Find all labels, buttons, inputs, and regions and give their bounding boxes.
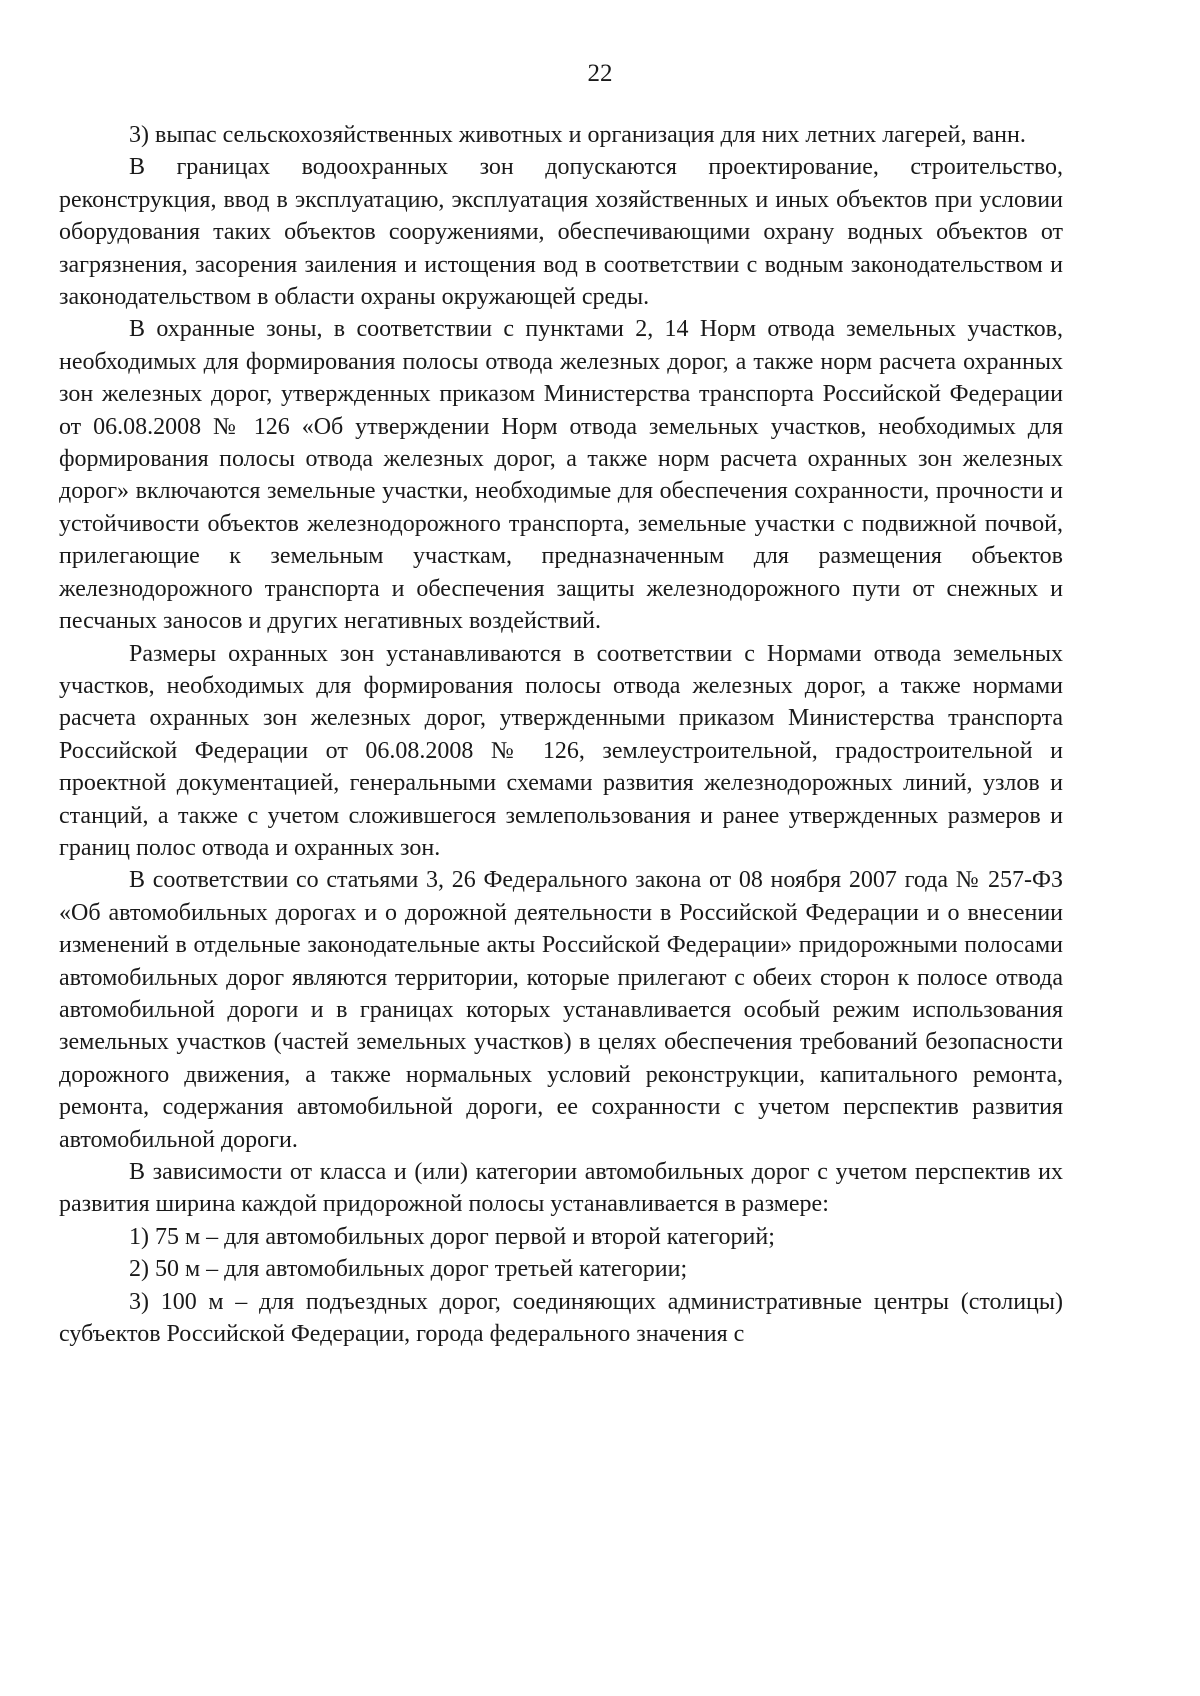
page-number: 22 xyxy=(587,60,613,87)
paragraph-railway-security-zones: В охранные зоны, в соответствии с пунктами 2, 14 Норм отвода земельных участков, необходимых для формирования полосы отвода железных дорог, а также норм расчета охранных зон железных дорог, утвержденных приказом Министерства транспорта Российской Федерации от 06.08.2008 № 126 «Об утверждении Норм отвода земельных участков, необходимых для формирования полосы отвода железных дорог, а также норм расчета охранных зон железных дорог» включаются земельные участки, необходимые для обеспечения сохранности, прочности и устойчивости объектов железнодорожного транспорта, земельные участки с подвижной почвой, прилегающие к земельным участкам, предназначенным для размещения объектов железнодорожного транспорта и обеспечения защиты железнодорожного пути от снежных и песчаных заносов и других негативных воздействий. xyxy=(59,316,1063,635)
paragraph-item-3-grazing: 3) выпас сельскохозяйственных животных и организация для них летних лагерей, ванн. xyxy=(129,122,1026,148)
document-body xyxy=(59,119,1063,1350)
paragraph-strip-width-intro: В зависимости от класса и (или) категории автомобильных дорог с учетом перспектив их развития ширина каждой придорожной полосы устанавливается в размере: xyxy=(59,1159,1063,1218)
list-item-50m: 2) 50 м – для автомобильных дорог третьей категории; xyxy=(129,1256,688,1283)
paragraph-roadside-strips: В соответствии со статьями 3, 26 Федерального закона от 08 ноября 2007 года № 257-ФЗ «Об автомобильных дорогах и о дорожной деятельности в Российской Федерации и о внесении изменений в отдельные законодательные акты Российской Федерации» придорожными полосами автомобильных дорог являются территории, которые прилегают с обеих сторон к полосе отвода автомобильной дороги и в границах которых устанавливается особый режим использования земельных участков (частей земельных участков) в целях обеспечения требований безопасности дорожного движения, а также нормальных условий реконструкции, капитального ремонта, ремонта, содержания автомобильной дороги, ее сохранности с учетом перспектив развития автомобильной дороги. xyxy=(59,867,1063,1153)
list-item-75m: 1) 75 м – для автомобильных дорог первой и второй категорий; xyxy=(129,1223,775,1250)
paragraph-security-zone-sizes: Размеры охранных зон устанавливаются в соответствии с Нормами отвода земельных участков, необходимых для формирования полосы отвода железных дорог, а также нормами расчета охранных зон железных дорог, утвержденными приказом Министерства транспорта Российской Федерации от 06.08.2008 № 126, землеустроительной, градостроительной и проектной документацией, генеральными схемами развития железнодорожных линий, узлов и станций, а также с учетом сложившегося землепользования и ранее утвержденных размеров и границ полос отвода и охранных зон. xyxy=(59,640,1063,861)
list-item-100m: 3) 100 м – для подъездных дорог, соединяющих административные центры (столицы) субъектов Российской Федерации, города федерального значения с xyxy=(59,1288,1063,1348)
paragraph-water-protection-zones: В границах водоохранных зон допускаются проектирование, строительство, реконструкция, ввод в эксплуатацию, эксплуатация хозяйственных и иных объектов при условии оборудования таких объектов сооружениями, обеспечивающими охрану водных объектов от загрязнения, засорения заиления и истощения вод в соответствии с водным законодательством и законодательством в области охраны окружающей среды. xyxy=(59,154,1063,311)
